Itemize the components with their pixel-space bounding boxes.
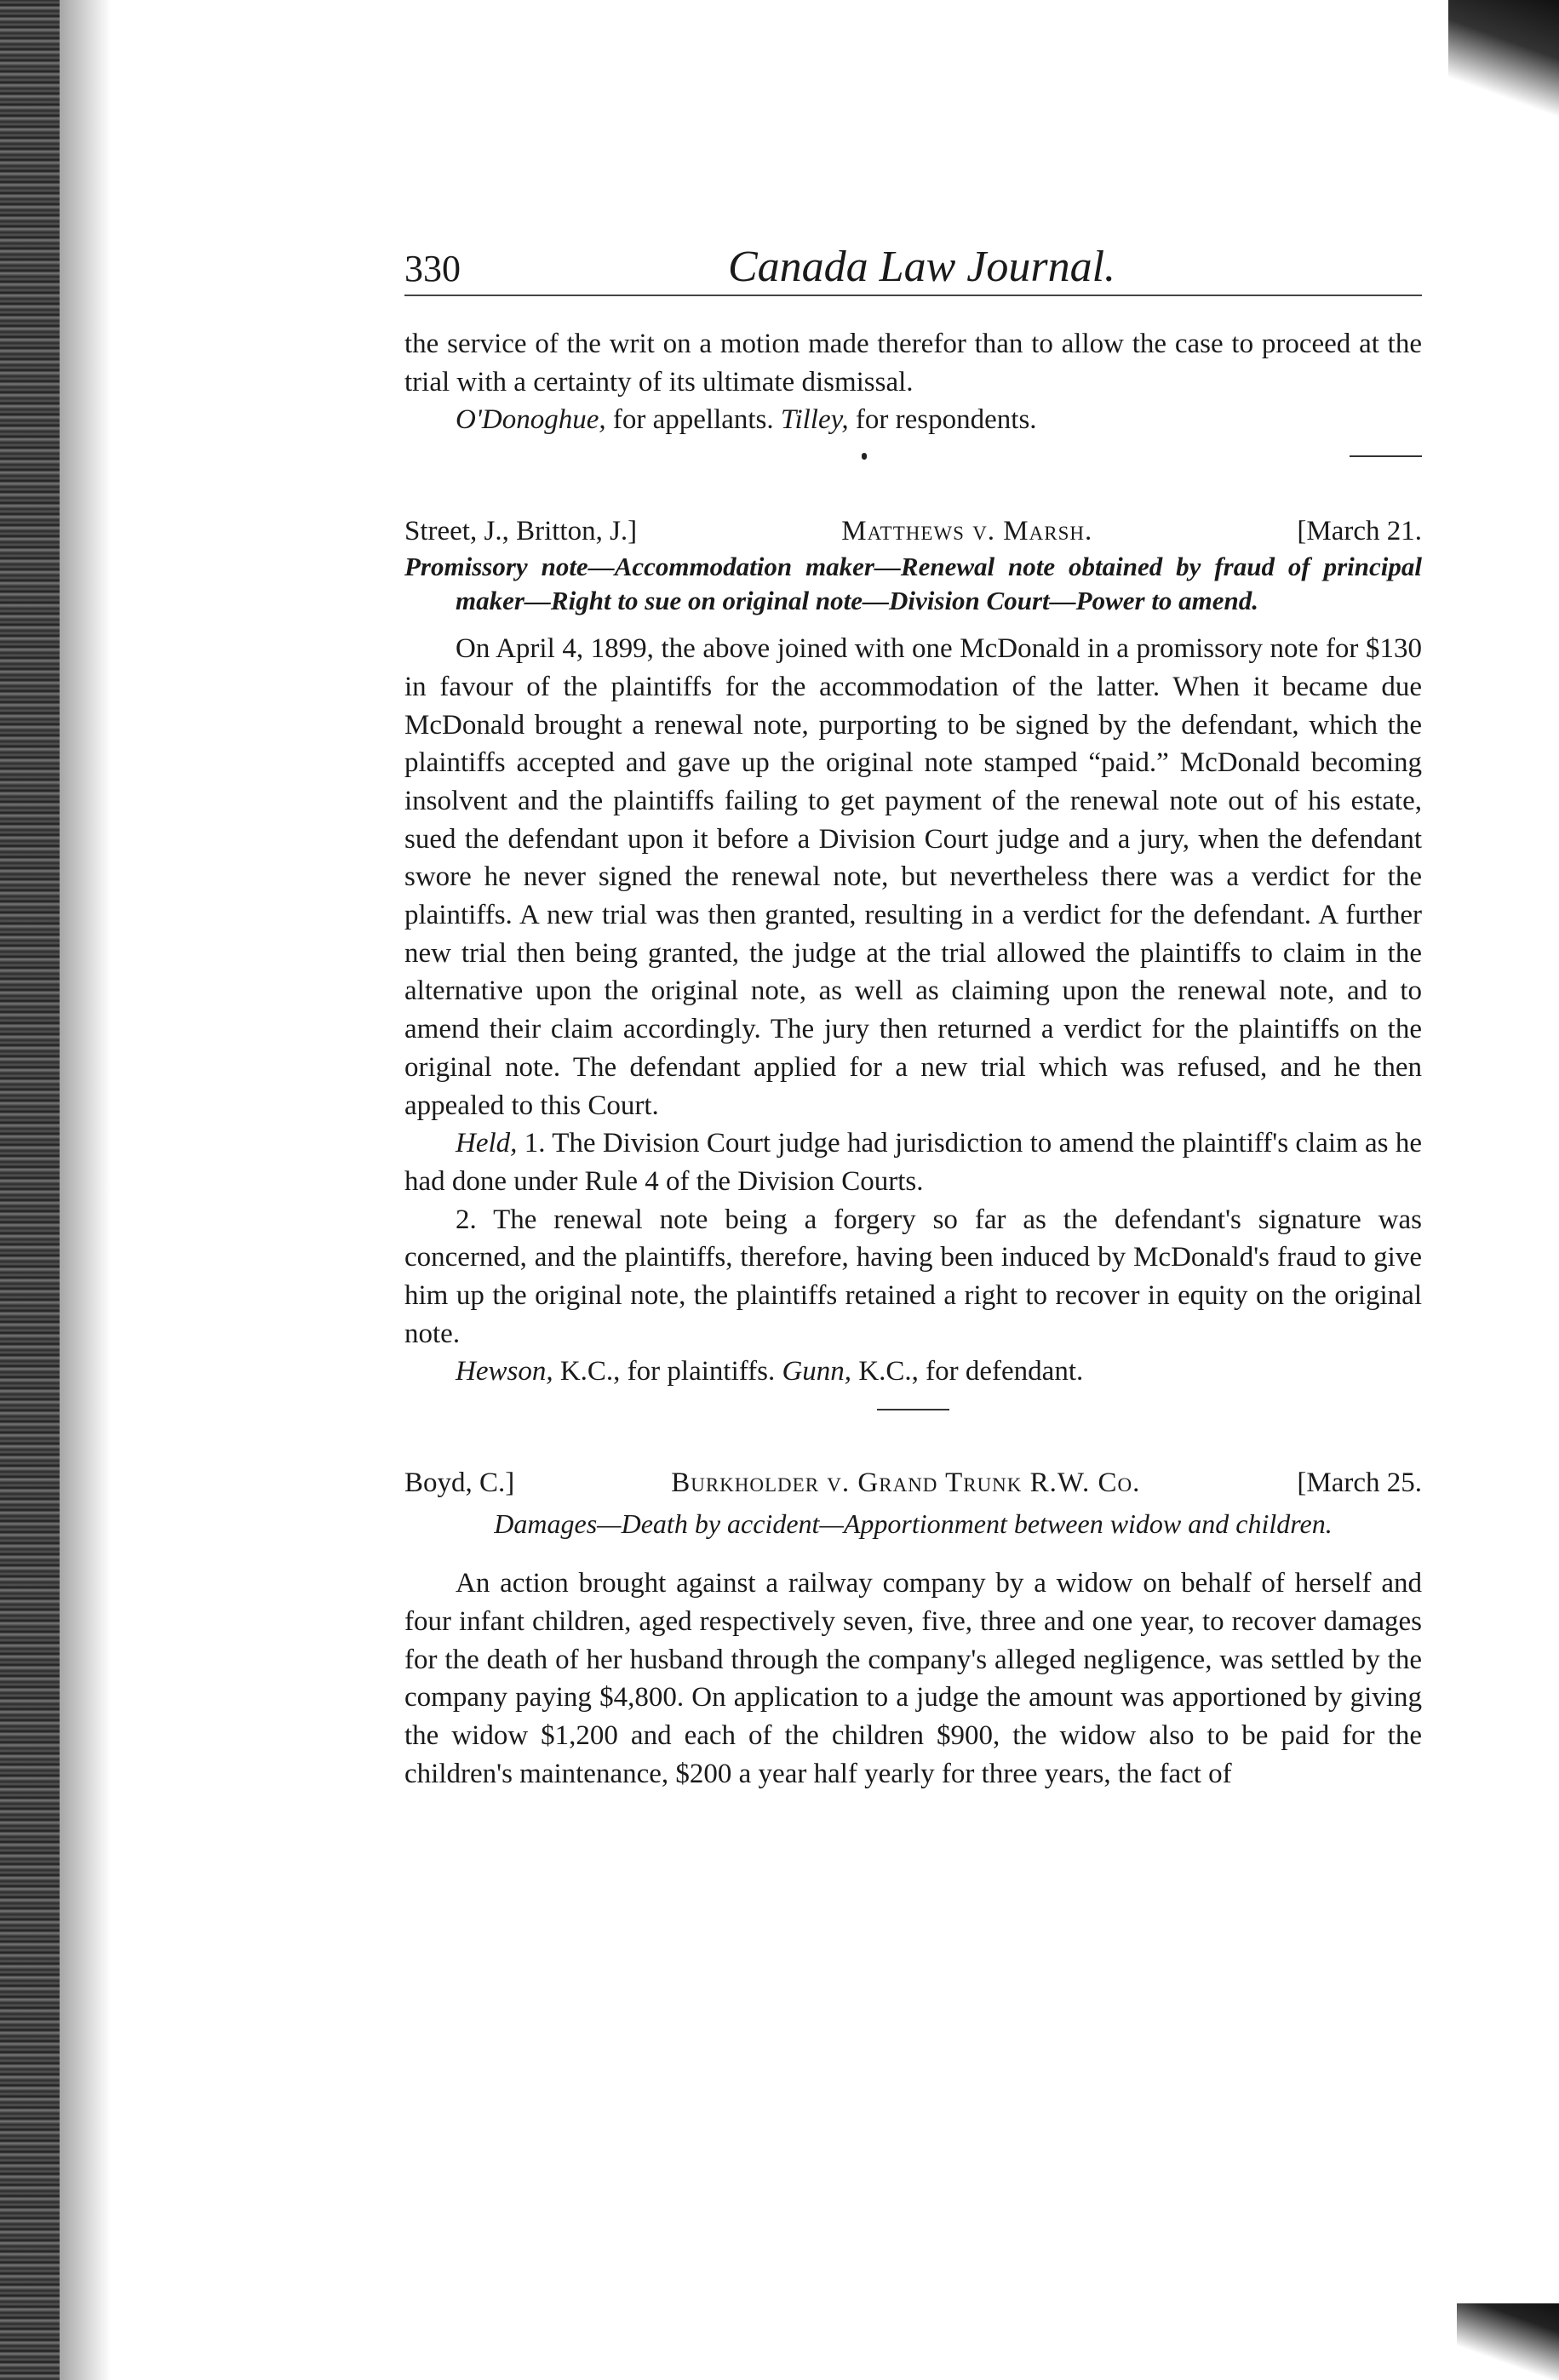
- scan-edge-shadow: [60, 0, 111, 2380]
- case-header: [404, 512, 1422, 550]
- case-held-1: [404, 1124, 1422, 1200]
- case-date: [March 21.: [1297, 516, 1422, 547]
- case-title: Matthews v. Marsh.: [841, 516, 1093, 547]
- page-number: 330: [404, 248, 461, 289]
- ornament-dot: [862, 453, 867, 460]
- section-divider: [1350, 455, 1422, 457]
- case-header: [404, 1464, 1422, 1502]
- counsel-name: Gunn,: [782, 1356, 852, 1387]
- journal-title: Canada Law Journal.: [728, 243, 1116, 291]
- case-headnote: Damages—Death by accident—Apportionment between widow and children.: [494, 1508, 1333, 1540]
- counsel-role: for appellants.: [605, 404, 781, 436]
- case-counsel: [404, 1353, 1422, 1391]
- case-headnote: Promissory note—Accommodation maker—Renewal note obtained by fraud of principal maker—Right to sue on original note—Division Court—Power to amend.: [404, 552, 1422, 616]
- page-content: [404, 238, 1422, 1793]
- held-text: 1. The Division Court judge had jurisdiction to amend the plaintiff's claim as he had done under Rule 4 of the Division Courts.: [404, 1128, 1422, 1197]
- running-head: [404, 238, 1422, 296]
- case-title: Burkholder v. Grand Trunk R.W. Co.: [671, 1467, 1141, 1499]
- counsel-name: Tilley,: [780, 404, 849, 436]
- counsel-role: K.C., for defendant.: [851, 1356, 1084, 1387]
- prev-case-counsel: [404, 401, 1422, 439]
- case-facts: On April 4, 1899, the above joined with one McDonald in a promissory note for $130 in favour of the plaintiffs for the accommodation of the latter. When it became due McDonald brought a renewal note, purporting to be signed by the defendant, which the plaintiffs accepted and gave up the original note stamped “paid.” McDonald becoming insolvent and the plaintiffs failing to get payment of the renewal note out of his estate, sued the defendant upon it before a Division Court judge and a jury, when the defendant swore he never signed the renewal note, but nevertheless there was a verdict for the plaintiffs. A new trial was then granted, resulting in a verdict for the defendant. A further new trial then being granted, the judge at the trial allowed the plaintiffs to claim in the alternative upon the original note, as well as claiming upon the renewal note, and to amend their claim accordingly. The jury then returned a verdict for the plaintiffs on the original note. The defendant applied for a new trial which was refused, and he then appealed to this Court.: [404, 633, 1422, 1121]
- scan-corner-top-right: [1448, 0, 1559, 128]
- counsel-role: for respondents.: [848, 404, 1037, 436]
- case-judges: Boyd, C.]: [404, 1467, 515, 1499]
- case-judges: Street, J., Britton, J.]: [404, 516, 638, 547]
- scan-edge-left: [0, 0, 60, 2380]
- section-divider: [877, 1409, 949, 1410]
- scan-corner-bottom-right: [1457, 2303, 1559, 2380]
- case-facts: An action brought against a railway company by a widow on behalf of herself and four infant children, aged respectively seven, five, three and one year, to recover damages for the death of her husband through the company's alleged negligence, was settled by the company paying $4,800. On application to a judge the amount was apportioned by giving the widow $1,200 and each of the children $900, the widow also to be paid for the children's maintenance, $200 a year half yearly for three years, the fact of: [404, 1568, 1422, 1789]
- counsel-name: O'Donoghue,: [456, 404, 606, 436]
- counsel-name: Hewson,: [456, 1356, 553, 1387]
- prev-case-text: the service of the writ on a motion made therefor than to allow the case to proceed at the trial with a certainty of its ultimate dismissal.: [404, 329, 1422, 398]
- case-held-2: 2. The renewal note being a forgery so far as the defendant's signature was concerned, and the plaintiffs, therefore, having been induced by McDonald's fraud to give him up the original note, the plaintiffs retained a right to recover in equity on the original note.: [404, 1204, 1422, 1349]
- case-date: [March 25.: [1297, 1467, 1422, 1499]
- held-label: Held,: [456, 1128, 518, 1159]
- counsel-role: K.C., for plaintiffs.: [553, 1356, 782, 1387]
